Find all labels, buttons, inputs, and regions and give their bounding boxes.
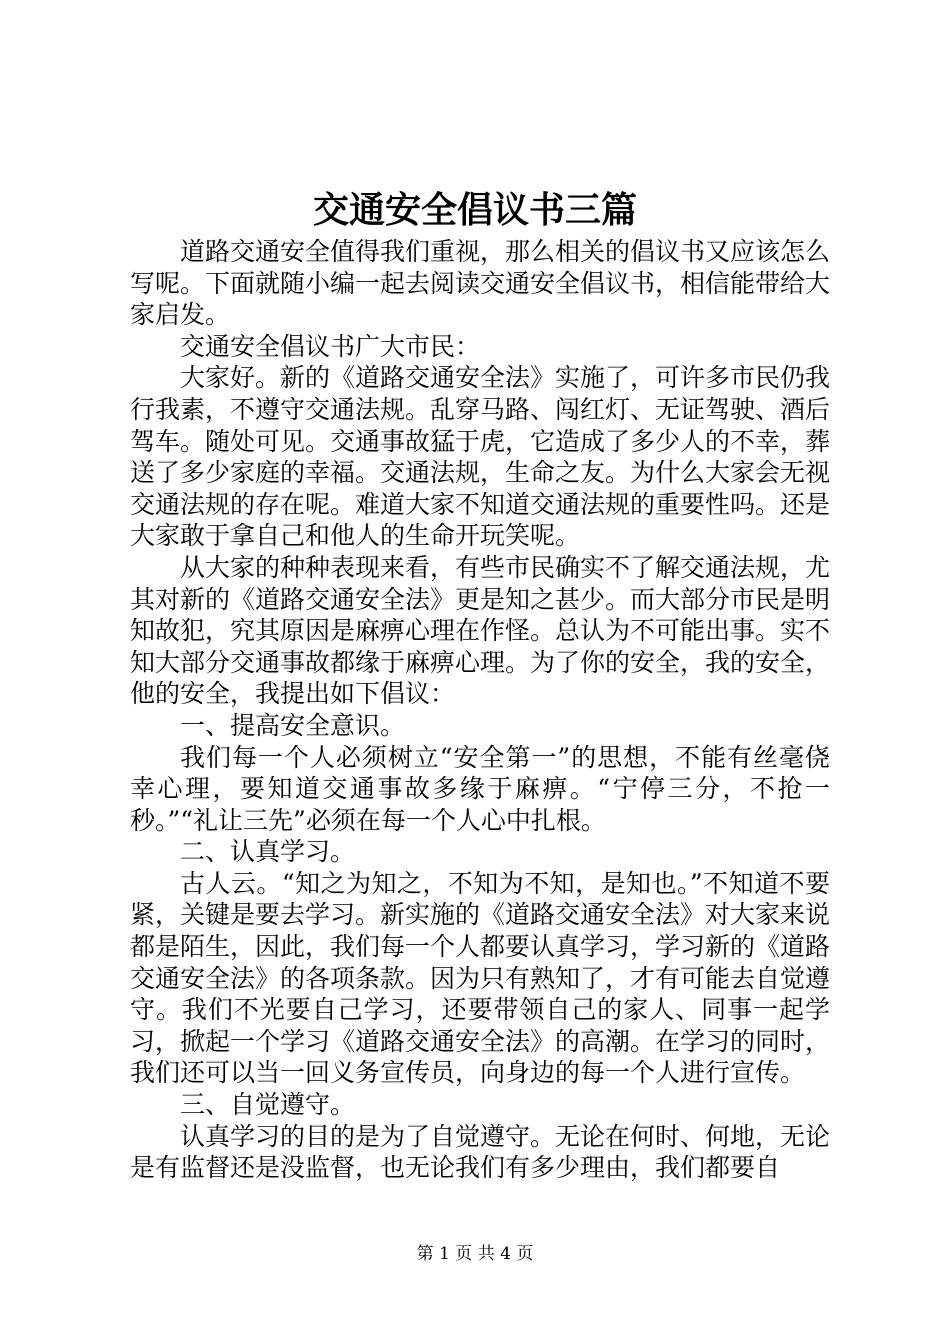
section-heading: 一、提高安全意识。 [180, 710, 406, 740]
paragraph: 从大家的种种表现来看，有些市民确实不了解交通法规，尤其对新的《道路交通安全法》更是知之甚少。而大部分市民是明知故犯，究其原因是麻痹心理在作怪。总认为不可能出事。实不知大部分交通事故都缘于麻痹心理。为了你的安全，我的安全，他的安全，我提出如下倡议： [130, 552, 831, 709]
document-title: 交通安全倡议书三篇 [312, 189, 637, 231]
paragraph: 古人云。“知之为知之，不知为不知，是知也。”不知道不要紧，关键是要去学习。新实施的《道路交通安全法》对大家来说都是陌生，因此，我们每一个人都要认真学习，学习新的《道路交通安全法》的各项条款。因为只有熟知了，才有可能去自觉遵守。我们不光要自己学习，还要带领自己的家人、同事一起学习，掀起一个学习《道路交通安全法》的高潮。在学习的同时，我们还可以当一回义务宣传员，向身边的每一个人进行宣传。 [130, 868, 831, 1088]
paragraph: 大家好。新的《道路交通安全法》实施了，可许多市民仍我行我素，不遵守交通法规。乱穿马路、闯红灯、无证驾驶、酒后驾车。随处可见。交通事故猛于虎，它造成了多少人的不幸，葬送了多少家庭的幸福。交通法规，生命之友。为什么大家会无视交通法规的存在呢。难道大家不知道交通法规的重要性吗。还是大家敢于拿自己和他人的生命开玩笑呢。 [130, 363, 831, 551]
section-heading: 三、自觉遵守。 [180, 1090, 356, 1120]
page-footer: 第 1 页 共 4 页 [416, 1244, 534, 1264]
paragraph-salutation: 交通安全倡议书广大市民： [180, 331, 481, 361]
paragraph: 认真学习的目的是为了自觉遵守。无论在何时、何地，无论是有监督还是没监督，也无论我们有多少理由，我们都要自 [130, 1121, 831, 1183]
section-heading: 二、认真学习。 [180, 837, 356, 867]
document-body [130, 236, 830, 1184]
paragraph-intro: 道路交通安全值得我们重视，那么相关的倡议书又应该怎么写呢。下面就随小编一起去阅读交通安全倡议书，相信能带给大家启发。 [130, 237, 831, 330]
paragraph: 我们每一个人必须树立“安全第一”的思想，不能有丝毫侥幸心理，要知道交通事故多缘于麻痹。“宁停三分，不抢一秒。”“礼让三先”必须在每一个人心中扎根。 [130, 742, 830, 835]
